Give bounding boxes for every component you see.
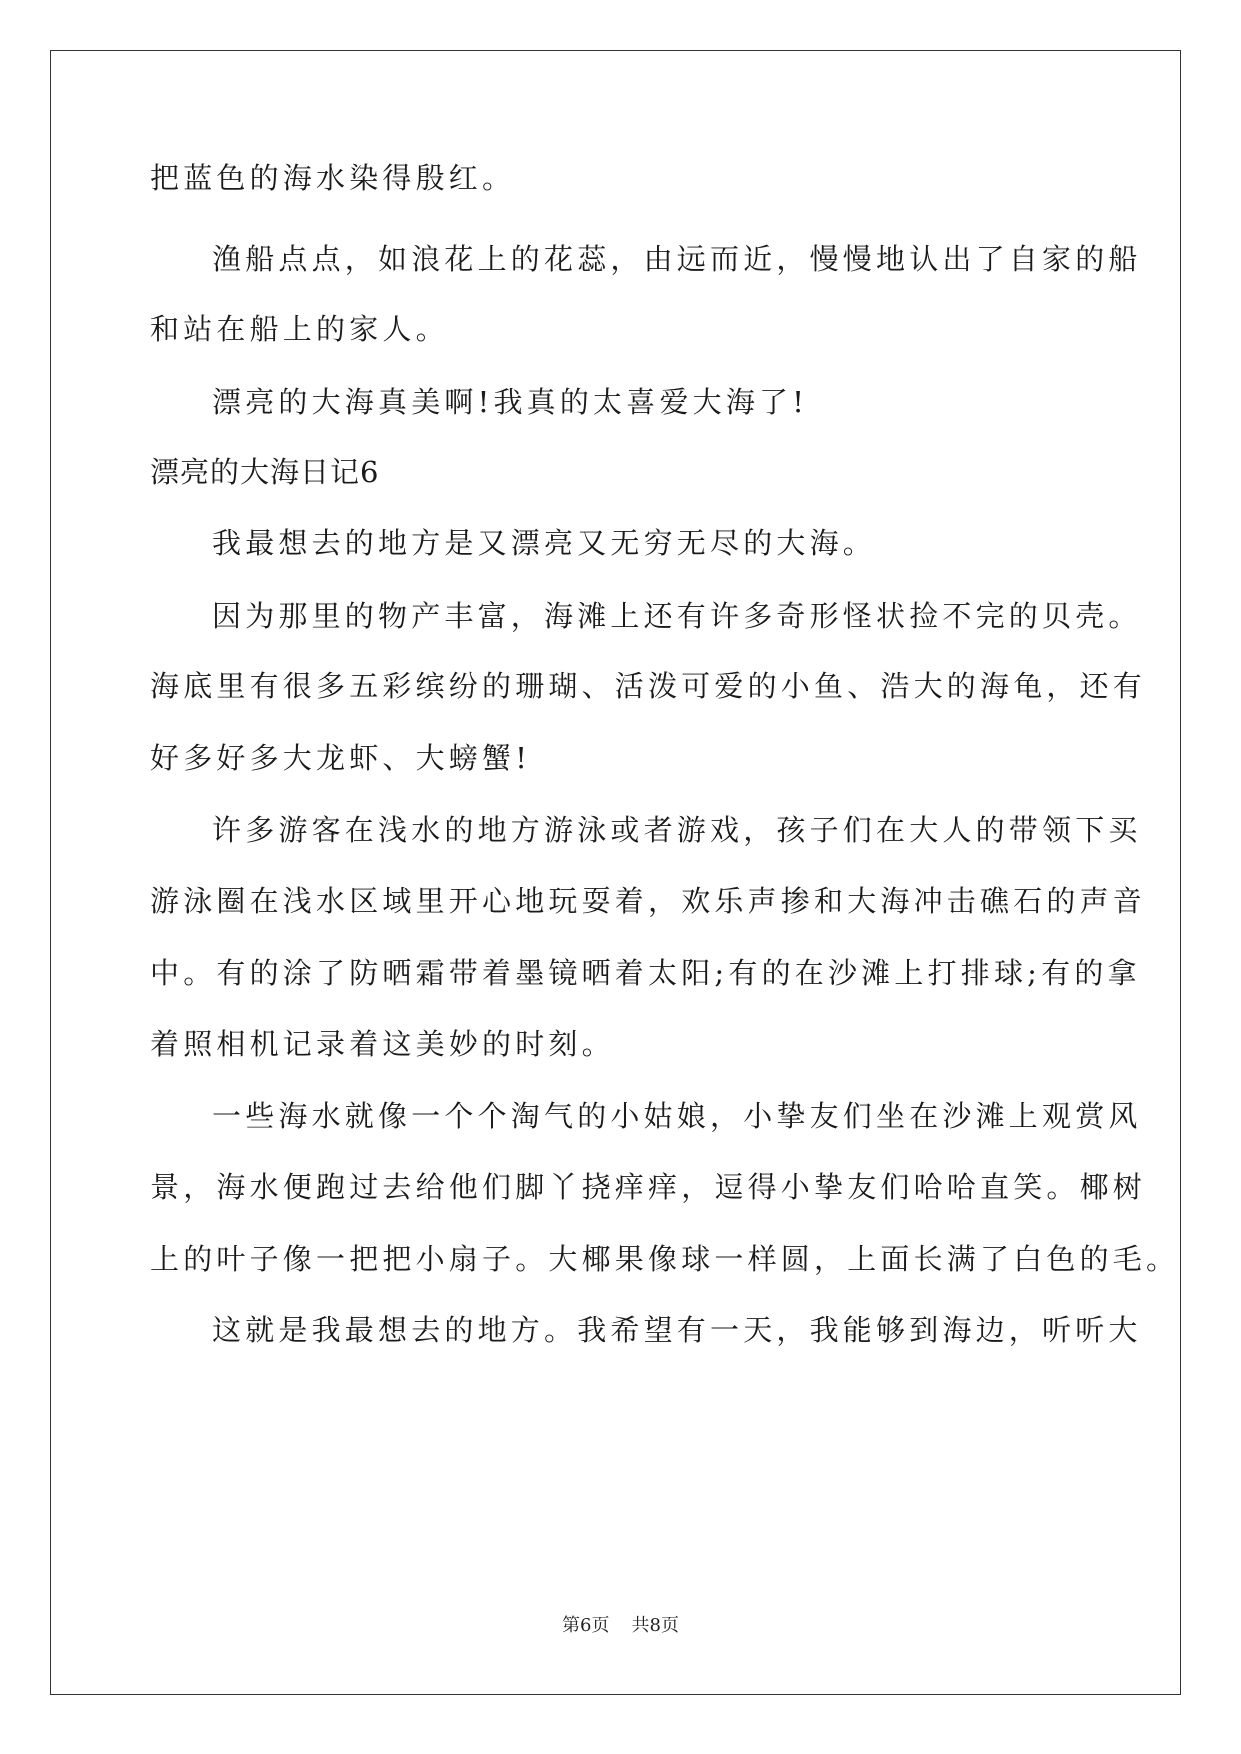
text-line: 好多好多大龙虾、大螃蟹! [150, 741, 532, 775]
text-line: 渔船点点，如浪花上的花蕊，由远而近，慢慢地认出了自家的船 [212, 242, 1142, 276]
text-line: 着照相机记录着这美妙的时刻。 [150, 1027, 615, 1061]
text-line: 中。有的涂了防晒霜带着墨镜晒着太阳;有的在沙滩上打排球;有的拿 [150, 956, 1141, 990]
section-heading: 漂亮的大海日记6 [150, 455, 380, 489]
text-line: 把蓝色的海水染得殷红。 [150, 161, 516, 195]
text-line: 景，海水便跑过去给他们脚丫挠痒痒，逗得小挚友们哈哈直笑。椰树 [150, 1170, 1147, 1204]
text-line: 我最想去的地方是又漂亮又无穷无尽的大海。 [212, 526, 877, 560]
page-footer [0, 1611, 1241, 1637]
total-pages: 共8页 [631, 1615, 679, 1636]
text-line: 海底里有很多五彩缤纷的珊瑚、活泼可爱的小鱼、浩大的海龟，还有 [150, 669, 1147, 703]
text-line: 和站在船上的家人。 [150, 312, 449, 346]
text-line: 漂亮的大海真美啊!我真的太喜爱大海了! [212, 385, 809, 419]
text-line: 一些海水就像一个个淘气的小姑娘，小挚友们坐在沙滩上观赏风 [212, 1099, 1142, 1133]
page-number: 第6页 [562, 1615, 610, 1636]
page-border [50, 50, 1181, 1695]
text-line: 因为那里的物产丰富，海滩上还有许多奇形怪状捡不完的贝壳。 [212, 599, 1142, 633]
text-line: 这就是我最想去的地方。我希望有一天，我能够到海边，听听大 [212, 1313, 1142, 1347]
text-line: 许多游客在浅水的地方游泳或者游戏，孩子们在大人的带领下买 [212, 813, 1142, 847]
text-line: 游泳圈在浅水区域里开心地玩耍着，欢乐声掺和大海冲击礁石的声音 [150, 884, 1147, 918]
text-line: 上的叶子像一把把小扇子。大椰果像球一样圆，上面长满了白色的毛。 [150, 1242, 1180, 1276]
